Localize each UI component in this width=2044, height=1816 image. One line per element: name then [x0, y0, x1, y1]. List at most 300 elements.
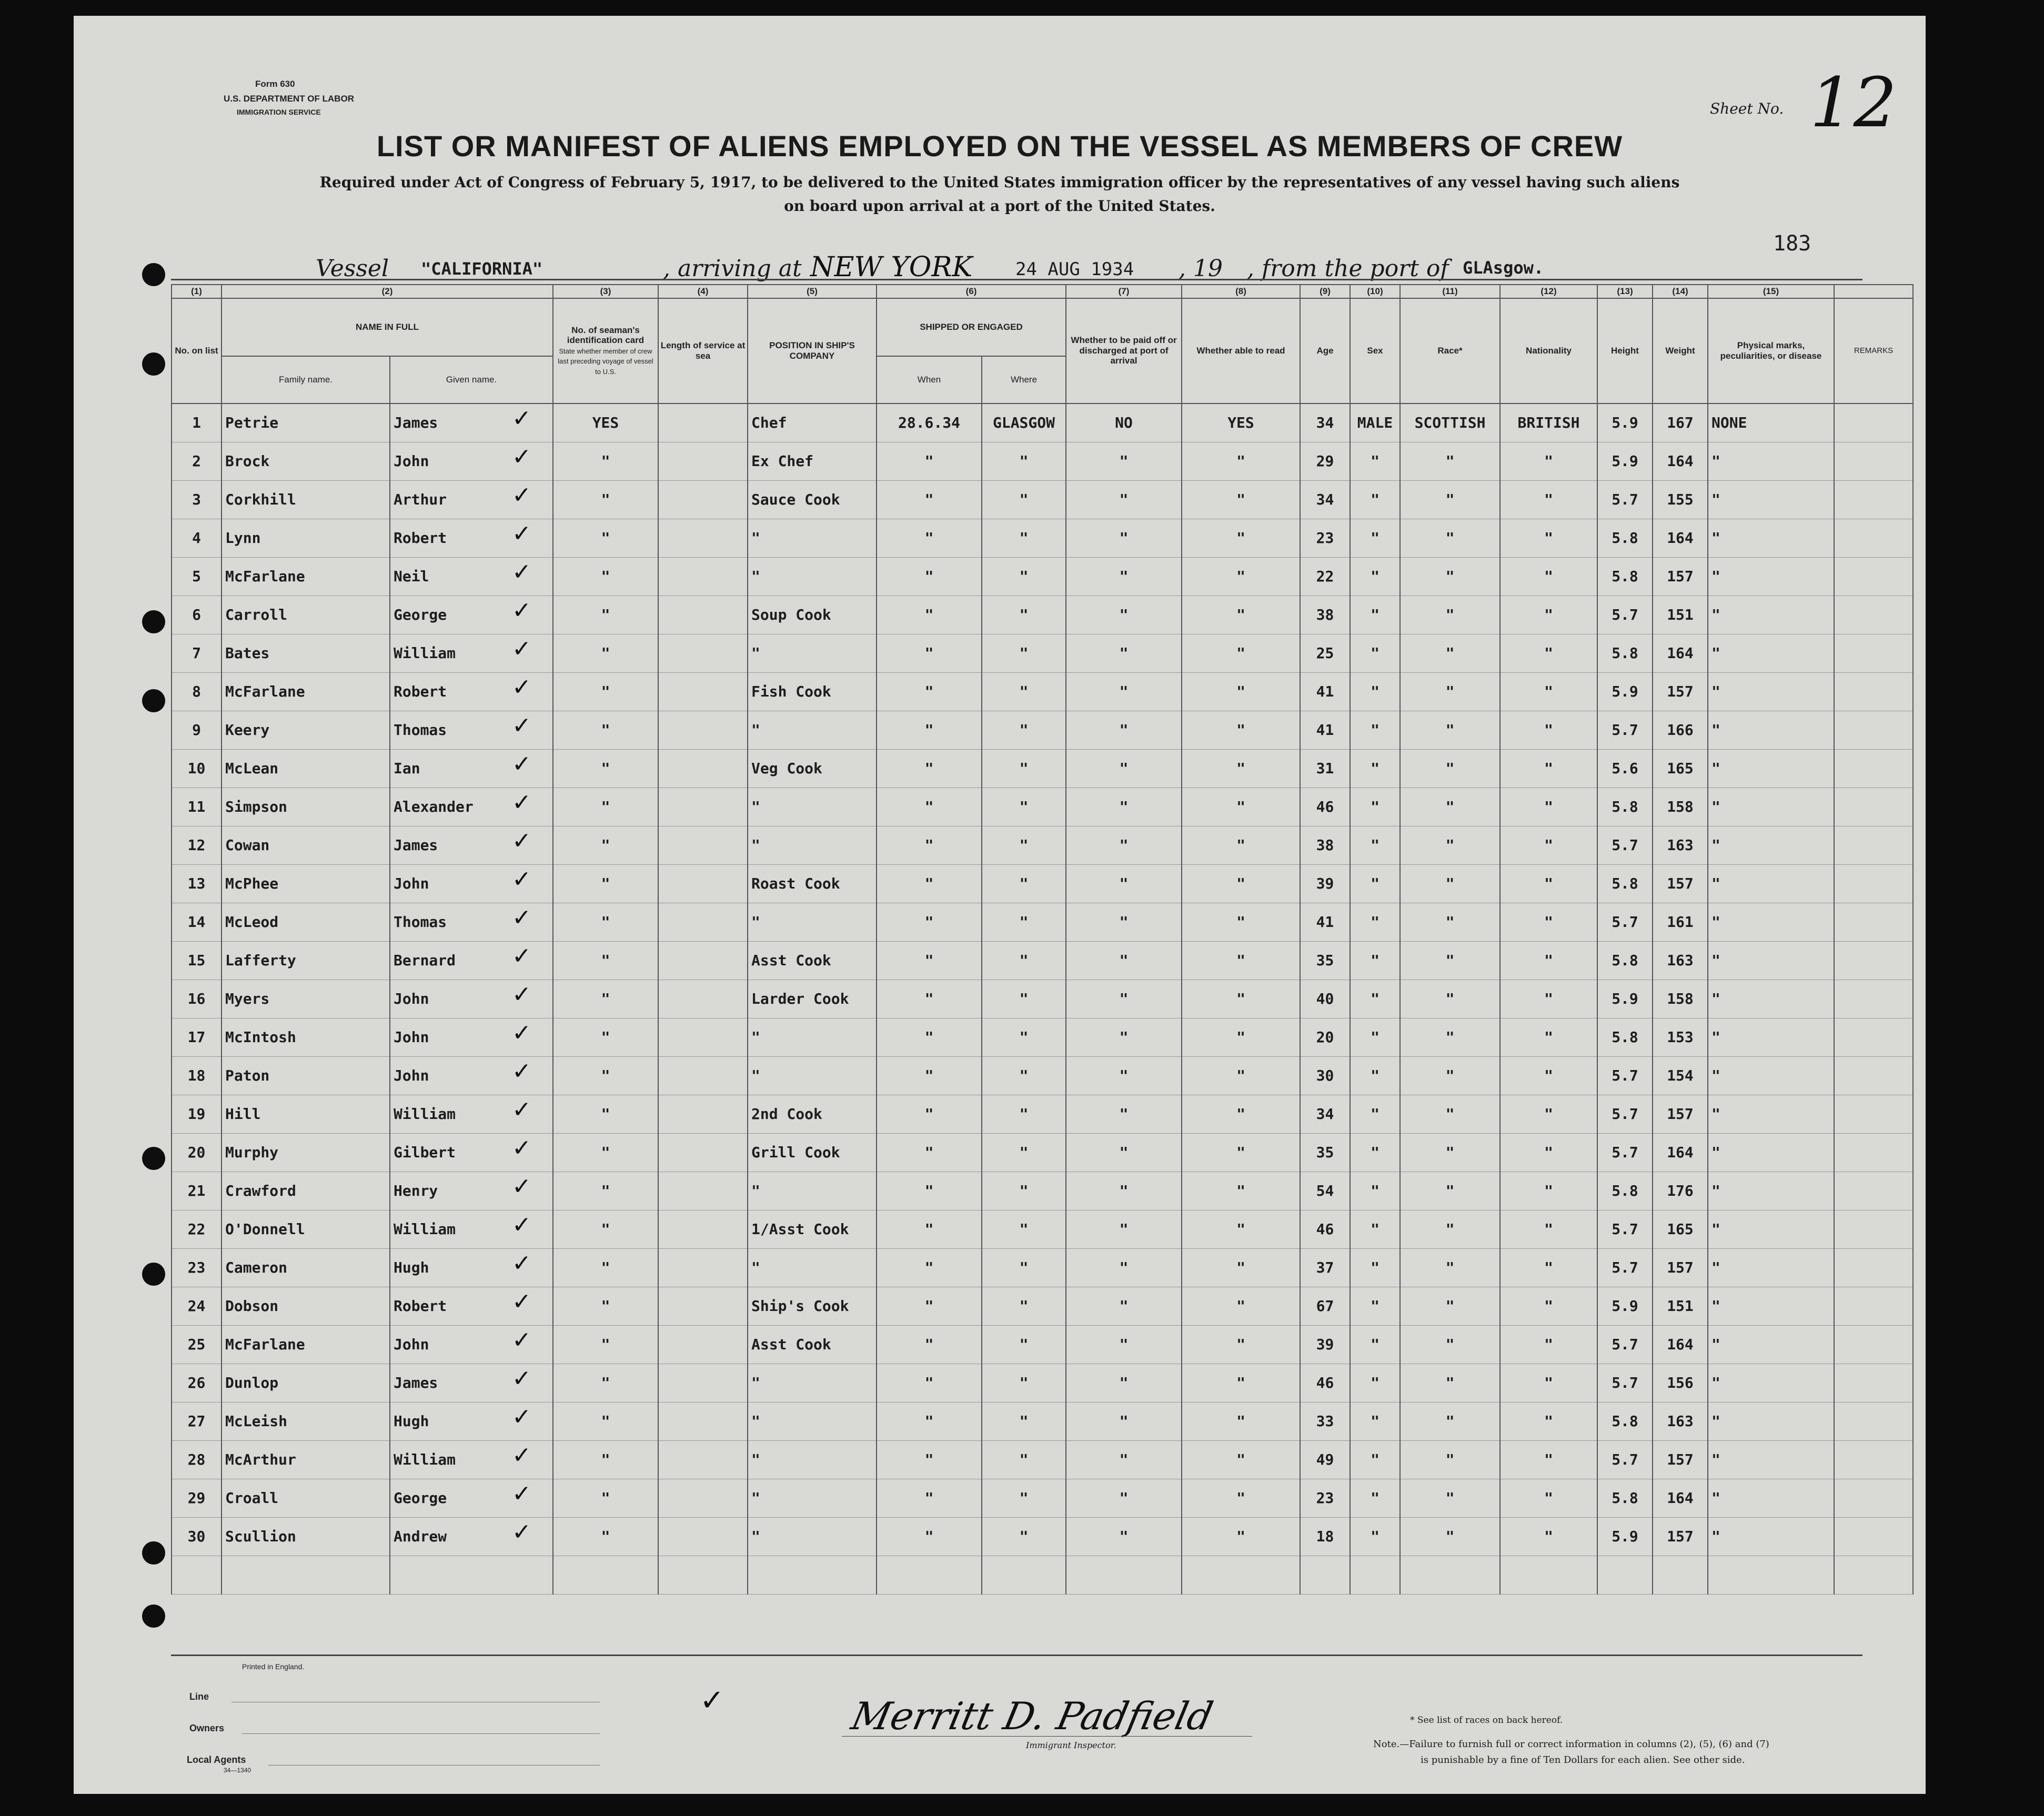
race-cell [1400, 1172, 1500, 1210]
shipped-when: " [924, 1144, 934, 1162]
check-mark: ✓ [512, 1326, 531, 1354]
paid-off: " [1119, 1144, 1129, 1162]
race-cell [1400, 1133, 1500, 1172]
height: 5.7 [1612, 836, 1638, 854]
family-name: Carroll [225, 606, 288, 624]
family-name: McPhee [225, 875, 279, 893]
sex-cell [1350, 480, 1400, 519]
age: 38 [1316, 606, 1334, 624]
weight: 167 [1667, 414, 1694, 432]
row-number: 25 [187, 1336, 206, 1354]
race-cell [1400, 1440, 1500, 1479]
sex-cell [1350, 1517, 1400, 1556]
length-service-cell [658, 1517, 748, 1556]
seaman-card-cell [553, 672, 658, 711]
height-cell [1597, 980, 1653, 1018]
weight: 164 [1667, 529, 1694, 547]
age: 34 [1316, 414, 1334, 432]
sex: " [1371, 1297, 1380, 1315]
sex-cell [1350, 442, 1400, 480]
seaman-card: " [601, 1413, 610, 1430]
nationality-cell [1500, 711, 1597, 749]
height: 5.8 [1612, 568, 1638, 586]
height: 5.9 [1612, 1528, 1638, 1546]
sex: " [1371, 1259, 1380, 1277]
weight: 163 [1667, 836, 1694, 854]
seaman-card-cell [553, 557, 658, 596]
paid-off-cell [1066, 788, 1182, 826]
seaman-card-cell [553, 1172, 658, 1210]
able-to-read: " [1236, 1528, 1245, 1546]
shipped-where-cell [982, 1287, 1066, 1325]
manifest-sheet [74, 16, 1926, 1794]
header-sex: Sex [1350, 298, 1400, 403]
position: " [751, 1489, 760, 1507]
height-cell [1597, 1210, 1653, 1248]
given-name-cell [390, 480, 553, 519]
weight: 158 [1667, 798, 1694, 816]
check-mark: ✓ [512, 1249, 531, 1277]
physical-marks-cell [1708, 1402, 1834, 1440]
able-to-read-cell [1182, 557, 1300, 596]
remarks-cell [1834, 1325, 1913, 1364]
seaman-card: " [601, 990, 610, 1008]
shipped-when: " [924, 1297, 934, 1315]
able-to-read-cell [1182, 1517, 1300, 1556]
race-cell [1400, 1248, 1500, 1287]
sex: " [1371, 606, 1380, 624]
check-mark: ✓ [512, 1211, 531, 1238]
row-number: 30 [187, 1528, 206, 1546]
nationality-cell [1500, 1210, 1597, 1248]
weight: 163 [1667, 952, 1694, 970]
given-name: William [394, 1220, 456, 1238]
age: 67 [1316, 1297, 1334, 1315]
weight-cell [1653, 1133, 1708, 1172]
sex-cell [1350, 903, 1400, 941]
given-name-cell [390, 826, 553, 864]
race: " [1445, 1144, 1455, 1162]
physical-marks-cell [1708, 1325, 1834, 1364]
shipped-when-cell [877, 442, 982, 480]
col-num-11: (11) [1400, 285, 1500, 298]
shipped-when: " [924, 990, 934, 1008]
height-cell [1597, 1479, 1653, 1517]
position-cell [748, 1440, 877, 1479]
family-name: Petrie [225, 414, 279, 432]
able-to-read-cell [1182, 788, 1300, 826]
able-to-read-cell [1182, 1440, 1300, 1479]
nationality: " [1544, 1374, 1553, 1392]
row-number: 11 [187, 798, 206, 816]
sex: " [1371, 721, 1380, 739]
shipped-where-cell [982, 788, 1066, 826]
physical-marks-cell [1708, 1210, 1834, 1248]
shipped-when: " [924, 1182, 934, 1200]
given-name: Hugh [394, 1413, 429, 1430]
punch-hole [142, 263, 165, 286]
check-mark: ✓ [512, 520, 531, 547]
header-when: When [877, 356, 982, 403]
paid-off-cell [1066, 1287, 1182, 1325]
given-name: Andrew [394, 1528, 447, 1546]
able-to-read: " [1236, 721, 1245, 739]
row-number: 4 [192, 529, 201, 547]
family-name: Paton [225, 1067, 270, 1085]
age: 23 [1316, 529, 1334, 547]
given-name-cell [390, 519, 553, 557]
family-name-cell [221, 1479, 390, 1517]
family-name: Corkhill [225, 491, 296, 509]
given-name-cell [390, 1210, 553, 1248]
nationality-cell [1500, 1440, 1597, 1479]
position-cell [748, 864, 877, 903]
seaman-card-cell [553, 826, 658, 864]
sex-cell [1350, 1479, 1400, 1517]
table-row [172, 1133, 1913, 1172]
position: " [751, 529, 760, 547]
blank-cell [221, 1556, 390, 1594]
weight: 166 [1667, 721, 1694, 739]
able-to-read-cell [1182, 1095, 1300, 1133]
age: 46 [1316, 1374, 1334, 1392]
seaman-card: " [601, 1374, 610, 1392]
age-cell [1300, 711, 1350, 749]
table-row [172, 480, 1913, 519]
nationality: BRITISH [1517, 414, 1580, 432]
age: 29 [1316, 452, 1334, 470]
sex-cell [1350, 941, 1400, 980]
subtitle-line-2: on board upon arrival at a port of the United States. [784, 197, 1215, 215]
race-cell [1400, 1210, 1500, 1248]
row-number-cell [172, 672, 221, 711]
age: 25 [1316, 644, 1334, 662]
given-name: James [394, 1374, 438, 1392]
given-name-cell [390, 1402, 553, 1440]
shipped-when: " [924, 491, 934, 509]
able-to-read: " [1236, 1451, 1245, 1469]
age-cell [1300, 903, 1350, 941]
shipped-where: " [1019, 1259, 1029, 1277]
seaman-card: " [601, 683, 610, 701]
given-name: William [394, 1451, 456, 1469]
shipped-when-cell [877, 1287, 982, 1325]
shipped-when: " [924, 644, 934, 662]
able-to-read: " [1236, 1259, 1245, 1277]
age-cell [1300, 1402, 1350, 1440]
row-number-cell [172, 941, 221, 980]
shipped-when-cell [877, 1517, 982, 1556]
paid-off: " [1119, 1105, 1129, 1123]
physical-marks-cell [1708, 1095, 1834, 1133]
table-row [172, 1287, 1913, 1325]
race-cell [1400, 634, 1500, 672]
seaman-card-cell [553, 1517, 658, 1556]
remarks-cell [1834, 711, 1913, 749]
able-to-read-cell [1182, 1172, 1300, 1210]
nationality-cell [1500, 1248, 1597, 1287]
position-cell [748, 480, 877, 519]
physical-marks-cell [1708, 557, 1834, 596]
row-number-cell [172, 442, 221, 480]
seaman-card: " [601, 952, 610, 970]
shipped-where-cell [982, 1248, 1066, 1287]
paid-off: " [1119, 568, 1129, 586]
family-name-cell [221, 826, 390, 864]
shipped-when: " [924, 1220, 934, 1238]
seaman-card-cell [553, 1440, 658, 1479]
position-cell [748, 403, 877, 442]
shipped-where: " [1019, 721, 1029, 739]
paid-off: " [1119, 1220, 1129, 1238]
col-num-1: (1) [172, 285, 221, 298]
weight: 156 [1667, 1374, 1694, 1392]
age: 39 [1316, 875, 1334, 893]
seaman-card-cell [553, 1133, 658, 1172]
seaman-card-cell [553, 1364, 658, 1402]
shipped-where-cell [982, 1056, 1066, 1095]
height: 5.6 [1612, 760, 1638, 778]
able-to-read-cell [1182, 634, 1300, 672]
position: Asst Cook [751, 1336, 831, 1354]
shipped-when-cell [877, 1479, 982, 1517]
able-to-read: " [1236, 529, 1245, 547]
paid-off-cell [1066, 1056, 1182, 1095]
family-name: McFarlane [225, 683, 305, 701]
shipped-when-cell [877, 1364, 982, 1402]
shipped-when-cell [877, 1018, 982, 1056]
physical-marks-cell [1708, 1364, 1834, 1402]
paid-off-cell [1066, 1364, 1182, 1402]
weight-cell [1653, 1517, 1708, 1556]
given-name-cell [390, 672, 553, 711]
row-number-cell [172, 1056, 221, 1095]
able-to-read: " [1236, 875, 1245, 893]
line-label: Line [189, 1691, 209, 1702]
service: IMMIGRATION SERVICE [237, 108, 321, 116]
height: 5.7 [1612, 491, 1638, 509]
nationality: " [1544, 990, 1553, 1008]
given-name: William [394, 1105, 456, 1123]
weight-cell [1653, 403, 1708, 442]
remarks-cell [1834, 442, 1913, 480]
nationality-cell [1500, 442, 1597, 480]
physical-marks: " [1711, 798, 1720, 816]
length-service-cell [658, 442, 748, 480]
length-service-cell [658, 1440, 748, 1479]
family-name: McArthur [225, 1451, 296, 1469]
position: Larder Cook [751, 990, 849, 1008]
position: " [751, 913, 760, 931]
sex-cell [1350, 1325, 1400, 1364]
able-to-read-cell [1182, 864, 1300, 903]
race: " [1445, 721, 1455, 739]
punch-hole [142, 352, 165, 376]
shipped-when: " [924, 529, 934, 547]
shipped-where: " [1019, 760, 1029, 778]
physical-marks-cell [1708, 1517, 1834, 1556]
length-service-cell [658, 1325, 748, 1364]
printed-in-england: Printed in England. [242, 1662, 305, 1671]
shipped-when-cell [877, 941, 982, 980]
physical-marks-cell [1708, 1479, 1834, 1517]
inspector-signature: Merritt D. Padfield [848, 1694, 1217, 1738]
race: " [1445, 644, 1455, 662]
weight: 164 [1667, 1489, 1694, 1507]
able-to-read-cell [1182, 1287, 1300, 1325]
given-name: Henry [394, 1182, 438, 1200]
row-number: 19 [187, 1105, 206, 1123]
owners-rule [242, 1733, 600, 1734]
able-to-read: " [1236, 606, 1245, 624]
punch-hole [142, 610, 165, 633]
age-cell [1300, 788, 1350, 826]
table-row [172, 826, 1913, 864]
physical-marks: " [1711, 1067, 1720, 1085]
paid-off: " [1119, 1413, 1129, 1430]
able-to-read-cell [1182, 1018, 1300, 1056]
row-number: 5 [192, 568, 201, 586]
able-to-read-cell [1182, 903, 1300, 941]
blank-cell [1182, 1556, 1300, 1594]
shipped-when-cell [877, 1440, 982, 1479]
arriving-label: , arriving at [663, 255, 802, 282]
length-service-cell [658, 1248, 748, 1287]
seaman-card: " [601, 798, 610, 816]
nationality-cell [1500, 1325, 1597, 1364]
family-name-cell [221, 1402, 390, 1440]
seaman-card-cell [553, 1402, 658, 1440]
col-num-9: (9) [1300, 285, 1350, 298]
blank-cell [1066, 1556, 1182, 1594]
height: 5.8 [1612, 1182, 1638, 1200]
shipped-when: " [924, 760, 934, 778]
shipped-when: " [924, 1028, 934, 1046]
shipped-when: " [924, 1259, 934, 1277]
sex: " [1371, 1489, 1380, 1507]
table-row [172, 1440, 1913, 1479]
shipped-where-cell [982, 1325, 1066, 1364]
seaman-card-cell [553, 711, 658, 749]
remarks-cell [1834, 1479, 1913, 1517]
height-cell [1597, 519, 1653, 557]
nationality: " [1544, 1336, 1553, 1354]
height-cell [1597, 749, 1653, 788]
shipped-when: " [924, 836, 934, 854]
check-mark: ✓ [512, 1288, 531, 1315]
age: 54 [1316, 1182, 1334, 1200]
position: Chef [751, 414, 787, 432]
length-service-cell [658, 826, 748, 864]
shipped-when-cell [877, 1133, 982, 1172]
shipped-when-cell [877, 403, 982, 442]
nationality-cell [1500, 1517, 1597, 1556]
nationality-cell [1500, 557, 1597, 596]
row-number: 16 [187, 990, 206, 1008]
race: " [1445, 1528, 1455, 1546]
shipped-where-cell [982, 1440, 1066, 1479]
height: 5.7 [1612, 1451, 1638, 1469]
weight-cell [1653, 519, 1708, 557]
length-service-cell [658, 903, 748, 941]
shipped-where-cell [982, 1133, 1066, 1172]
position-cell [748, 903, 877, 941]
table-row [172, 1095, 1913, 1133]
physical-marks-cell [1708, 1287, 1834, 1325]
remarks-cell [1834, 519, 1913, 557]
blank-cell [1834, 1556, 1913, 1594]
weight: 151 [1667, 606, 1694, 624]
nationality: " [1544, 1451, 1553, 1469]
race-cell [1400, 864, 1500, 903]
height: 5.9 [1612, 1297, 1638, 1315]
family-name: McFarlane [225, 568, 305, 586]
weight: 164 [1667, 452, 1694, 470]
sex: " [1371, 952, 1380, 970]
paid-off: " [1119, 1451, 1129, 1469]
sex: " [1371, 1105, 1380, 1123]
race: " [1445, 529, 1455, 547]
seaman-card: " [601, 491, 610, 509]
paid-off-cell [1066, 941, 1182, 980]
height: 5.7 [1612, 721, 1638, 739]
remarks-cell [1834, 1056, 1913, 1095]
blank-cell [748, 1556, 877, 1594]
row-number-cell [172, 519, 221, 557]
age: 22 [1316, 568, 1334, 586]
family-name: McFarlane [225, 1336, 305, 1354]
table-row [172, 634, 1913, 672]
height: 5.8 [1612, 1413, 1638, 1430]
shipped-when-cell [877, 557, 982, 596]
arrival-date: 24 AUG 1934 [1015, 259, 1134, 280]
weight: 157 [1667, 1105, 1694, 1123]
weight-cell [1653, 980, 1708, 1018]
family-name-cell [221, 480, 390, 519]
position: Ship's Cook [751, 1297, 849, 1315]
row-number-cell [172, 1402, 221, 1440]
able-to-read: " [1236, 913, 1245, 931]
table-row [172, 788, 1913, 826]
paid-off: " [1119, 1374, 1129, 1392]
header-nationality: Nationality [1500, 298, 1597, 403]
nationality-cell [1500, 1018, 1597, 1056]
given-name-cell [390, 596, 553, 634]
punch-hole [142, 1541, 165, 1565]
race-cell [1400, 1018, 1500, 1056]
col-num-2: (2) [221, 285, 553, 298]
shipped-where-cell [982, 826, 1066, 864]
family-name: Dunlop [225, 1374, 279, 1392]
given-name: James [394, 836, 438, 854]
table-row [172, 442, 1913, 480]
subtitle-line-1: Required under Act of Congress of February 5, 1917, to be delivered to the United States immigration officer by the representatives of any vessel having such aliens [319, 174, 1680, 191]
header-where: Where [982, 356, 1066, 403]
shipped-when: " [924, 1528, 934, 1546]
given-name: George [394, 606, 447, 624]
sex-cell [1350, 1018, 1400, 1056]
paid-off-cell [1066, 1479, 1182, 1517]
family-name: Keery [225, 721, 270, 739]
paid-off-cell [1066, 672, 1182, 711]
race: " [1445, 798, 1455, 816]
seaman-card: " [601, 1528, 610, 1546]
position-cell [748, 519, 877, 557]
paid-off: " [1119, 952, 1129, 970]
able-to-read-cell [1182, 1133, 1300, 1172]
seaman-card: " [601, 1105, 610, 1123]
row-number: 3 [192, 491, 201, 509]
